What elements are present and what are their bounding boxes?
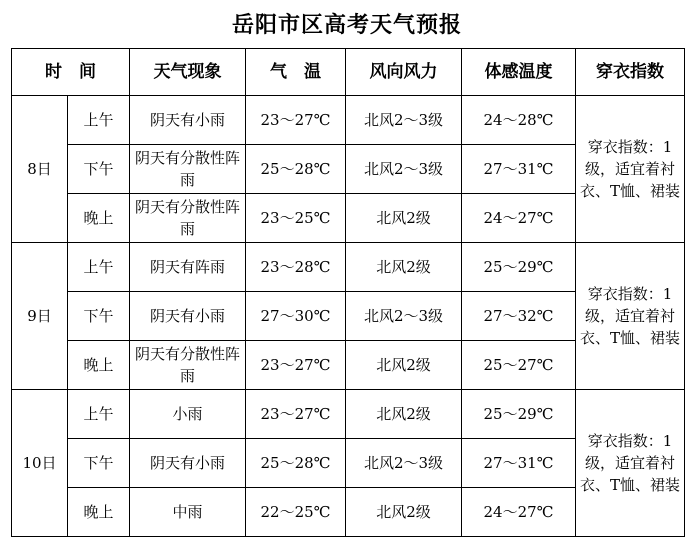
day-label: 9日: [12, 243, 68, 390]
weather-cell: 小雨: [130, 390, 246, 439]
weather-cell: 阴天有小雨: [130, 439, 246, 488]
period-cell: 下午: [68, 145, 130, 194]
period-cell: 上午: [68, 96, 130, 145]
feels-like-cell: 27～31℃: [462, 439, 576, 488]
clothing-index-cell: 穿衣指数：1级，适宜着衬衣、T恤、裙装: [576, 243, 685, 390]
period-cell: 下午: [68, 292, 130, 341]
weather-cell: 阴天有小雨: [130, 292, 246, 341]
header-feels-like: 体感温度: [462, 49, 576, 96]
temperature-cell: 23～27℃: [246, 341, 346, 390]
wind-cell: 北风2～3级: [346, 145, 462, 194]
period-cell: 晚上: [68, 194, 130, 243]
wind-cell: 北风2级: [346, 390, 462, 439]
header-row: [12, 49, 685, 96]
feels-like-cell: 27～31℃: [462, 145, 576, 194]
header-temperature: 气 温: [246, 49, 346, 96]
header-weather: 天气现象: [130, 49, 246, 96]
feels-like-cell: 24～28℃: [462, 96, 576, 145]
weather-cell: 阴天有小雨: [130, 96, 246, 145]
temperature-cell: 25～28℃: [246, 439, 346, 488]
wind-cell: 北风2级: [346, 243, 462, 292]
table-row: [12, 96, 685, 145]
weather-cell: 阴天有分散性阵雨: [130, 145, 246, 194]
wind-cell: 北风2～3级: [346, 96, 462, 145]
temperature-cell: 23～25℃: [246, 194, 346, 243]
wind-cell: 北风2级: [346, 488, 462, 537]
feels-like-cell: 27～32℃: [462, 292, 576, 341]
day-label: 8日: [12, 96, 68, 243]
feels-like-cell: 24～27℃: [462, 488, 576, 537]
feels-like-cell: 25～29℃: [462, 243, 576, 292]
temperature-cell: 25～28℃: [246, 145, 346, 194]
period-cell: 上午: [68, 243, 130, 292]
header-clothing-index: 穿衣指数: [576, 49, 685, 96]
feels-like-cell: 25～27℃: [462, 341, 576, 390]
clothing-index-cell: 穿衣指数：1级，适宜着衬衣、T恤、裙装: [576, 390, 685, 537]
temperature-cell: 27～30℃: [246, 292, 346, 341]
weather-cell: 阴天有分散性阵雨: [130, 341, 246, 390]
wind-cell: 北风2级: [346, 194, 462, 243]
wind-cell: 北风2～3级: [346, 439, 462, 488]
feels-like-cell: 25～29℃: [462, 390, 576, 439]
header-wind: 风向风力: [346, 49, 462, 96]
header-time: 时 间: [12, 49, 130, 96]
weather-cell: 阴天有阵雨: [130, 243, 246, 292]
clothing-index-cell: 穿衣指数：1级，适宜着衬衣、T恤、裙装: [576, 96, 685, 243]
weather-forecast-table: [11, 48, 685, 537]
wind-cell: 北风2～3级: [346, 292, 462, 341]
weather-cell: 中雨: [130, 488, 246, 537]
feels-like-cell: 24～27℃: [462, 194, 576, 243]
period-cell: 上午: [68, 390, 130, 439]
period-cell: 下午: [68, 439, 130, 488]
temperature-cell: 22～25℃: [246, 488, 346, 537]
period-cell: 晚上: [68, 488, 130, 537]
temperature-cell: 23～27℃: [246, 390, 346, 439]
day-label: 10日: [12, 390, 68, 537]
temperature-cell: 23～28℃: [246, 243, 346, 292]
page-title: 岳阳市区高考天气预报: [231, 13, 462, 38]
period-cell: 晚上: [68, 341, 130, 390]
table-row: [12, 390, 685, 439]
wind-cell: 北风2级: [346, 341, 462, 390]
temperature-cell: 23～27℃: [246, 96, 346, 145]
weather-cell: 阴天有分散性阵雨: [130, 194, 246, 243]
table-row: [12, 243, 685, 292]
